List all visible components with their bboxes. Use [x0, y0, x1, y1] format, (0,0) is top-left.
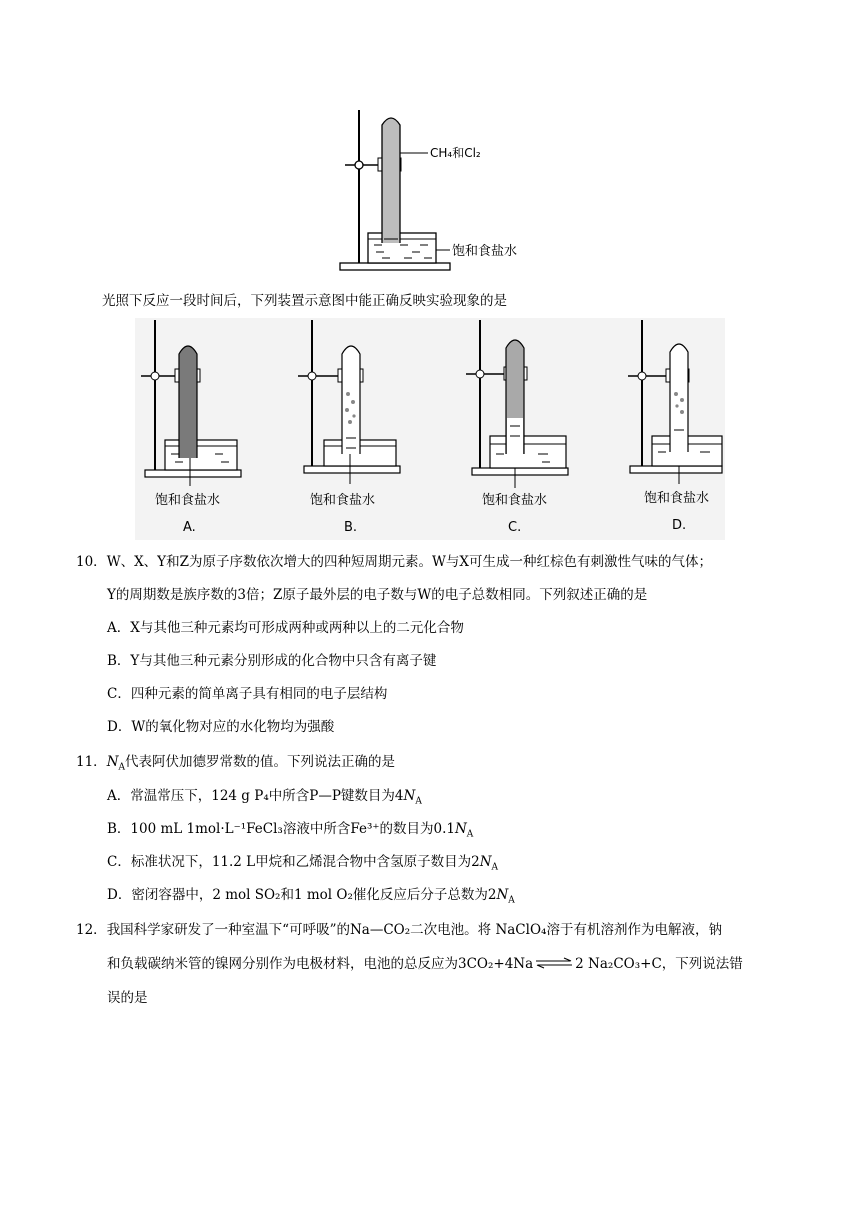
option-figure-c — [460, 318, 600, 540]
option-d-water-label: 饱和食盐水 — [644, 491, 710, 506]
intro-sentence: 光照下反应一段时间后，下列装置示意图中能正确反映实验现象的是 — [102, 293, 507, 309]
question-11-option-b: B．100 mL 1mol·L⁻¹FeCl₃溶液中所含Fe³⁺的数目为$0.1N_A$ — [107, 821, 474, 840]
question-10-option-c: C．四种元素的简单离子具有相同的电子层结构 — [107, 686, 388, 702]
stand-base — [340, 263, 450, 270]
water-label: 饱和食盐水 — [452, 244, 518, 259]
question-12-line2: 和负载碳纳米管的镍网分别作为电极材料，电池的总反应为3CO₂+4Na 2 Na₂CO₃+C，下列说法错 — [107, 954, 743, 975]
question-10-stem-line2: Y的周期数是族序数的3倍；Z原子最外层的电子数与W的电子总数相同。下列叙述正确的是 — [107, 587, 648, 603]
question-10-stem-line1: 10．W、X、Y和Z为原子序数依次增大的四种短周期元素。W与X可生成一种红棕色有刺激性气味的气体； — [76, 554, 712, 570]
option-figure-a — [135, 318, 275, 540]
question-12-line1: 12．我国科学家研发了一种室温下“可呼吸”的Na—CO₂二次电池。将 NaClO₄溶于有机溶剂作为电解液，钠 — [76, 922, 722, 938]
option-a-letter: A. — [183, 520, 196, 535]
question-11-option-c: C．标准状况下，11.2 L甲烷和乙烯混合物中含氢原子数目为$2N_A$ — [107, 854, 499, 873]
question-11-option-d: D．密闭容器中，2 mol SO₂和1 mol O₂催化反应后分子总数为$2N_A$ — [107, 887, 515, 906]
option-figure-b — [292, 318, 432, 540]
question-11-option-a: A．常温常压下，124 g P₄中所含P—P键数目为$4N_A$ — [107, 788, 422, 807]
option-b-water-label: 饱和食盐水 — [310, 493, 376, 508]
question-10-number: 10． — [76, 554, 107, 570]
question-10-option-a: A．X与其他三种元素均可形成两种或两种以上的二元化合物 — [107, 620, 464, 636]
option-figure-d — [622, 318, 732, 540]
question-11-stem: 11．$N_A$代表阿伏加德罗常数的值。下列说法正确的是 — [76, 754, 395, 773]
reversible-arrow-icon — [535, 955, 573, 975]
gas-label: CH₄和Cl₂ — [430, 146, 481, 160]
question-10-option-d: D．W的氧化物对应的水化物均为强酸 — [107, 719, 335, 735]
option-d-letter: D. — [672, 518, 687, 533]
top-apparatus-figure — [330, 105, 540, 277]
question-12-line3: 误的是 — [107, 990, 148, 1006]
option-a-water-label: 饱和食盐水 — [155, 493, 221, 508]
question-12-number: 12． — [76, 922, 107, 938]
test-tube — [382, 118, 400, 243]
question-11-number: 11． — [76, 754, 107, 770]
question-10-option-b: B．Y与其他三种元素分别形成的化合物中只含有离子键 — [107, 653, 437, 669]
option-c-letter: C. — [508, 520, 522, 535]
option-b-letter: B. — [344, 520, 358, 535]
option-c-water-label: 饱和食盐水 — [482, 493, 548, 508]
